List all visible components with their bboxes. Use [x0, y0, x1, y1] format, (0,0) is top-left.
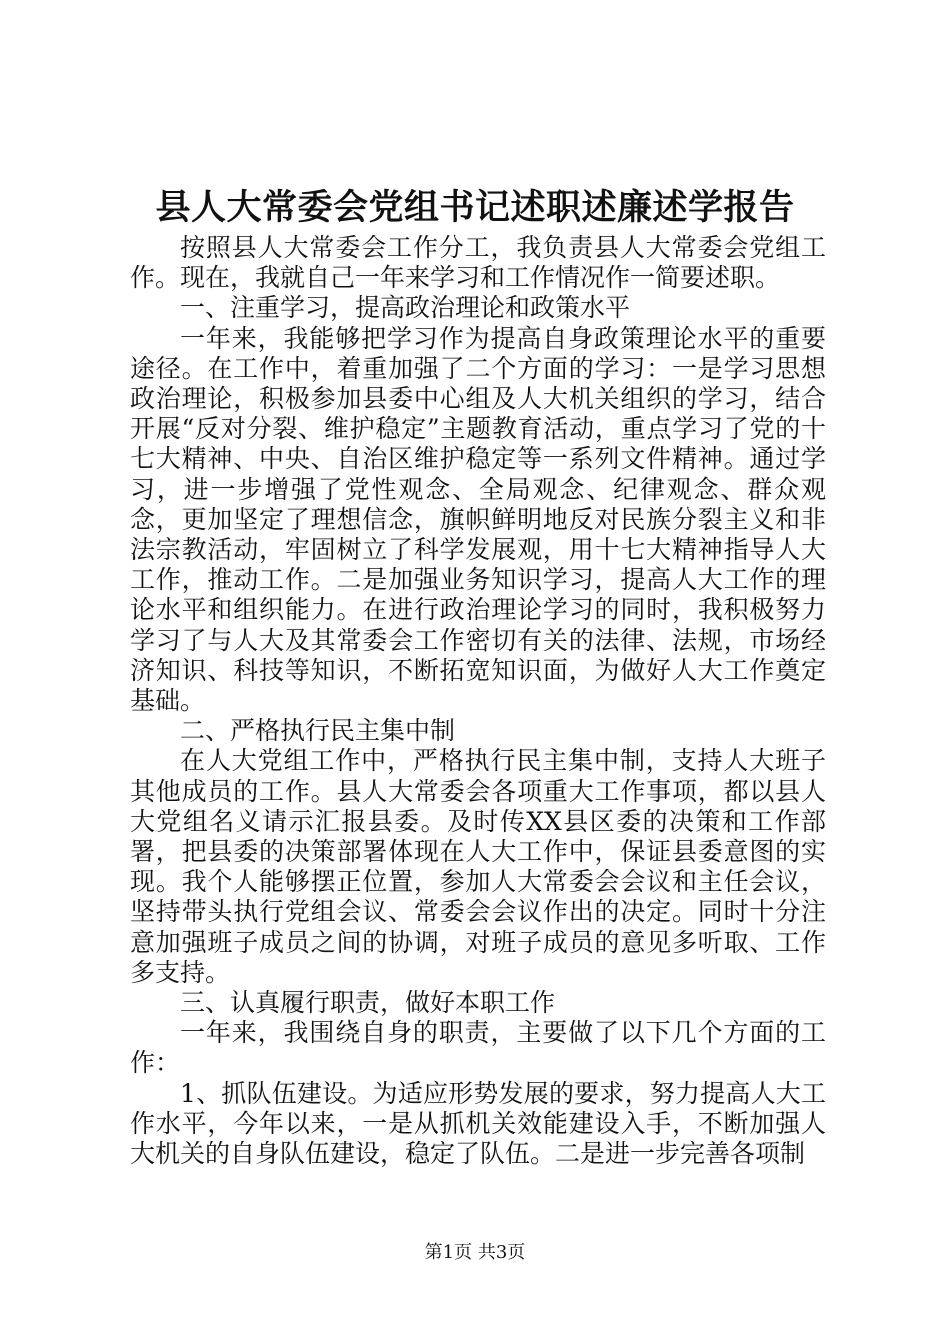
section-1-paragraph: 一年来，我能够把学习作为提高自身政策理论水平的重要途径。在工作中，着重加强了二个方面的学习：一是学习思想政治理论，积极参加县委中心组及人大机关组织的学习，结合开展“反对分裂、维护稳定”主题教育活动，重点学习了党的十七大精神、中央、自治区维护稳定等一系列文件精神。通过学习，进一步增强了党性观念、全局观念、纪律观念、群众观念，更加坚定了理想信念，旗帜鲜明地反对民族分裂主义和非法宗教活动，牢固树立了科学发展观，用十七大精神指导人大工作，推动工作。二是加强业务知识学习，提高人大工作的理论水平和组织能力。在进行政治理论学习的同时，我积极努力学习了与人大及其常委会工作密切有关的法律、法规，市场经济知识、科技等知识，不断拓宽知识面，为做好人大工作奠定基础。 [130, 323, 826, 716]
intro-paragraph: 按照县人大常委会工作分工，我负责县人大常委会党组工作。现在，我就自己一年来学习和工作情况作一简要述职。 [130, 233, 826, 293]
section-2-paragraph: 在人大党组工作中，严格执行民主集中制，支持人大班子其他成员的工作。县人大常委会各项重大工作事项，都以县人大党组名义请示汇报县委。及时传XX县区委的决策和工作部署，把县委的决策部署体现在人大工作中，保证县委意图的实现。我个人能够摆正位置，参加人大常委会会议和主任会议，坚持带头执行党组会议、常委会会议作出的决定。同时十分注意加强班子成员之间的协调，对班子成员的意见多听取、工作多支持。 [130, 746, 826, 987]
page-footer: 第1页 共3页 [424, 1242, 526, 1263]
section-heading-1: 一、注重学习，提高政治理论和政策水平 [180, 293, 631, 323]
section-heading-2: 二、严格执行民主集中制 [180, 716, 456, 746]
document-title: 县人大常委会党组书记述职述廉述学报告 [155, 187, 795, 228]
section-3-item-1: 1、抓队伍建设。为适应形势发展的要求，努力提高人大工作水平，今年以来，一是从抓机关效能建设入手，不断加强人大机关的自身队伍建设，稳定了队伍。二是进一步完善各项制 [130, 1078, 826, 1169]
section-3-paragraph: 一年来，我围绕自身的职责，主要做了以下几个方面的工作： [130, 1018, 826, 1078]
section-heading-3: 三、认真履行职责，做好本职工作 [180, 988, 556, 1018]
document-body [130, 233, 826, 1169]
